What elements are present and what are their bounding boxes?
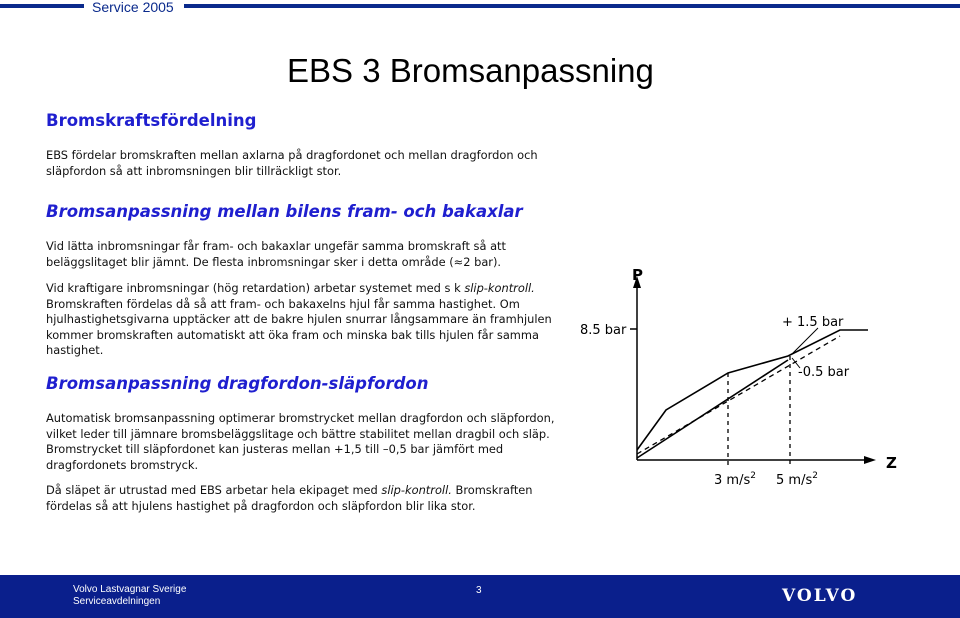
company-line-2: Serviceavdelningen	[73, 596, 161, 607]
page-number: 3	[476, 585, 482, 596]
x-tick-3ms	[714, 471, 756, 488]
graph-svg	[568, 258, 920, 498]
volvo-logo: VOLVO	[782, 586, 858, 606]
paragraph-4: Automatisk bromsanpassning optimerar bromstrycket mellan dragfordon och släpfordon, vilket leder till jämnare bromsbeläggslitage och bättre stabilitet mellan dragbil och släp. Bromstrycket till släpfordonet kan justeras mellan +1,5 till –0,5 bar jämfört med dragfordonets bromstryck.	[46, 411, 555, 472]
paragraph-3-italic: slip-kontroll.	[464, 281, 535, 295]
y-level-label: 8.5 bar	[580, 323, 627, 338]
text-panel	[38, 104, 560, 532]
x-axis-label: Z	[886, 454, 897, 472]
paragraph-5-part-a: Då släpet är utrustad med EBS arbetar hela ekipaget med	[46, 483, 378, 497]
x-tick-5ms	[776, 471, 818, 488]
company-line-1: Volvo Lastvagnar Sverige	[73, 584, 187, 595]
lower-label: -0.5 bar	[798, 365, 850, 380]
paragraph-5	[46, 483, 558, 514]
paragraph-5-italic: slip-kontroll.	[381, 483, 452, 497]
footer-company	[73, 584, 186, 608]
upper-label: + 1.5 bar	[782, 315, 844, 330]
service-label: Service 2005	[92, 0, 174, 15]
paragraph-5-part-b: Bromskraften fördelas så att hjulens hastighet på dragfordon och släpfordon blir lika stor.	[46, 483, 533, 513]
x-tick-3ms-sup: 2	[750, 471, 756, 481]
heading-bromskraftsfordelning: Bromskraftsfördelning	[46, 111, 257, 130]
top-rule-left	[0, 4, 84, 8]
paragraph-3	[46, 281, 558, 359]
top-bar	[0, 0, 960, 15]
x-tick-3ms-text: 3 m/s	[714, 473, 751, 488]
heading-dragfordon-slapfordon: Bromsanpassning dragfordon-släpfordon	[46, 374, 429, 393]
top-rule-right	[184, 4, 960, 8]
paragraph-3-part-a: Vid kraftigare inbromsningar (hög retardation) arbetar systemet med s k	[46, 281, 461, 295]
heading-fram-bakaxlar: Bromsanpassning mellan bilens fram- och bakaxlar	[46, 202, 523, 221]
x-tick-5ms-sup: 2	[812, 471, 818, 481]
footer-bar	[0, 575, 960, 618]
y-axis-label: P	[632, 266, 643, 284]
paragraph-2: Vid lätta inbromsningar får fram- och bakaxlar ungefär samma bromskraft så att beläggslitaget blir jämnt. De flesta inbromsningar sker i detta område (≈2 bar).	[46, 239, 506, 269]
brake-pressure-graph	[568, 258, 920, 498]
page-title: EBS 3 Bromsanpassning	[287, 52, 654, 89]
paragraph-3-part-b: Bromskraften fördelas då så att fram- och bakaxelns hjul får samma hastighet. Om hjulhastighetsgivarna upptäcker att de bakre hjulen snurrar långsammare än framhjulen kommer bromskraften automatiskt att öka fram och minska bak tills hjulen får samma hastighet.	[46, 296, 552, 357]
paragraph-1: EBS fördelar bromskraften mellan axlarna på dragfordonet och mellan dragfordon och släpfordon så att inbromsningen blir tillräckligt stor.	[46, 148, 538, 178]
x-tick-5ms-text: 5 m/s	[776, 473, 813, 488]
